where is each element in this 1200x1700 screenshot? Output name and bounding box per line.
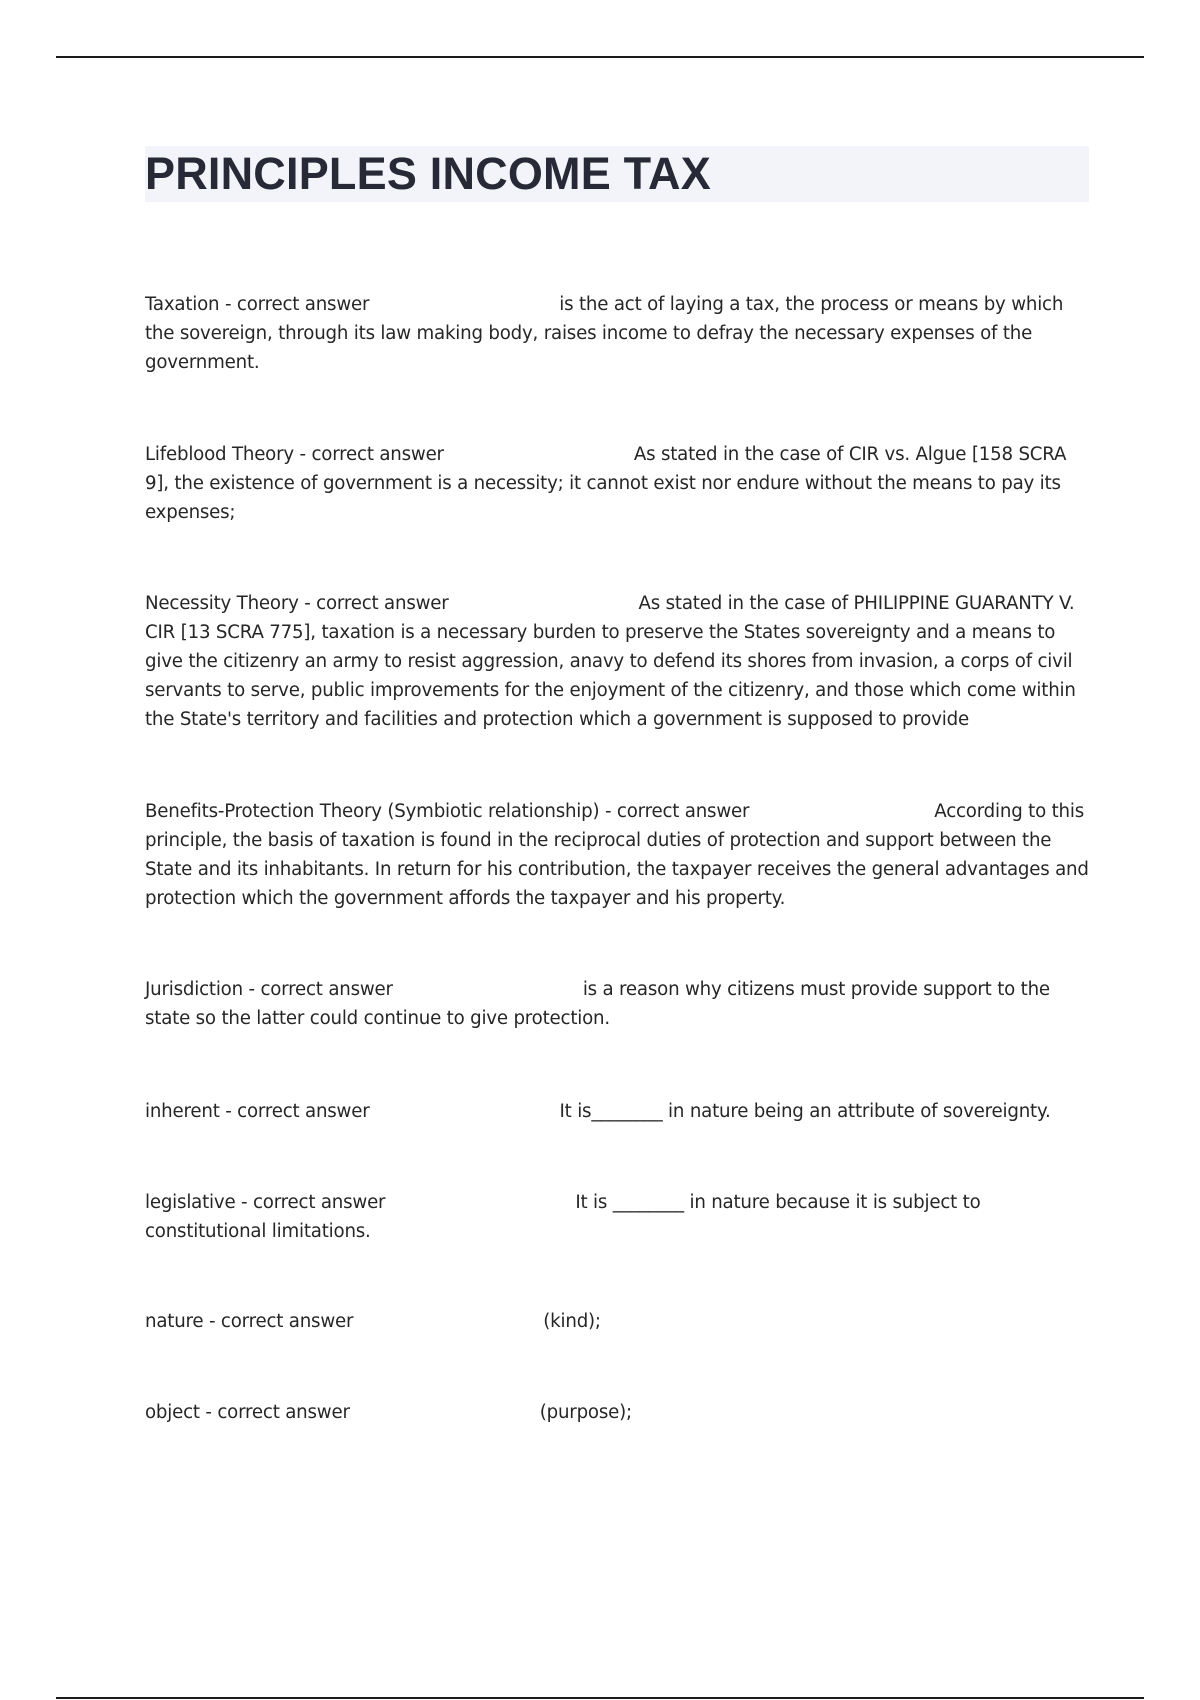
entry-lifeblood-theory bbox=[145, 440, 1095, 527]
page-title: PRINCIPLES INCOME TAX bbox=[145, 148, 711, 199]
entry-definition: According to this principle, the basis of taxation is found in the reciprocal duties of protection and support between the State and its inhabitants. In return for his contribution, the taxpayer receives the general advantages and protection which the government affords the taxpayer and his property. bbox=[145, 801, 1089, 909]
entry-definition: It is________ in nature being an attribute of sovereignty. bbox=[559, 1101, 1051, 1122]
top-rule bbox=[56, 56, 1144, 58]
entry-necessity-theory bbox=[145, 589, 1095, 734]
entry-term: Necessity Theory - correct answer bbox=[145, 593, 449, 614]
entry-definition: is the act of laying a tax, the process or means by which the sovereign, through its law making body, raises income to defray the necessary expenses of the government. bbox=[145, 294, 1064, 373]
entry-term: Jurisdiction - correct answer bbox=[145, 979, 393, 1000]
entry-definition: (kind); bbox=[543, 1311, 601, 1332]
entry-term: Lifeblood Theory - correct answer bbox=[145, 444, 444, 465]
entry-legislative bbox=[145, 1188, 1095, 1246]
entry-nature bbox=[145, 1307, 1095, 1336]
entry-taxation bbox=[145, 290, 1095, 377]
entry-jurisdiction bbox=[145, 975, 1095, 1033]
entry-definition: As stated in the case of PHILIPPINE GUARANTY V. CIR [13 SCRA 775], taxation is a necessary burden to preserve the States sovereignty and a means to give the citizenry an army to resist aggression, anavy to defend its shores from invasion, a corps of civil servants to serve, public improvements for the enjoyment of the citizenry, and those which come within the State's territory and facilities and protection which a government is supposed to provide bbox=[145, 593, 1076, 730]
entry-inherent bbox=[145, 1097, 1095, 1126]
entry-term: inherent - correct answer bbox=[145, 1101, 370, 1122]
entry-object bbox=[145, 1398, 1095, 1427]
entry-definition: It is ________ in nature because it is subject to constitutional limitations. bbox=[145, 1192, 981, 1242]
entry-term: Benefits-Protection Theory (Symbiotic relationship) - correct answer bbox=[145, 801, 750, 822]
entry-definition: As stated in the case of CIR vs. Algue [158 SCRA 9], the existence of government is a necessity; it cannot exist nor endure without the means to pay its expenses; bbox=[145, 444, 1067, 523]
entry-term: object - correct answer bbox=[145, 1402, 350, 1423]
entry-benefits-protection-theory bbox=[145, 797, 1095, 913]
bottom-rule bbox=[56, 1697, 1144, 1699]
entry-term: nature - correct answer bbox=[145, 1311, 354, 1332]
entry-term: legislative - correct answer bbox=[145, 1192, 386, 1213]
entry-definition: (purpose); bbox=[539, 1402, 632, 1423]
entry-term: Taxation - correct answer bbox=[145, 294, 370, 315]
entry-definition: is a reason why citizens must provide support to the state so the latter could continue to give protection. bbox=[145, 979, 1050, 1029]
